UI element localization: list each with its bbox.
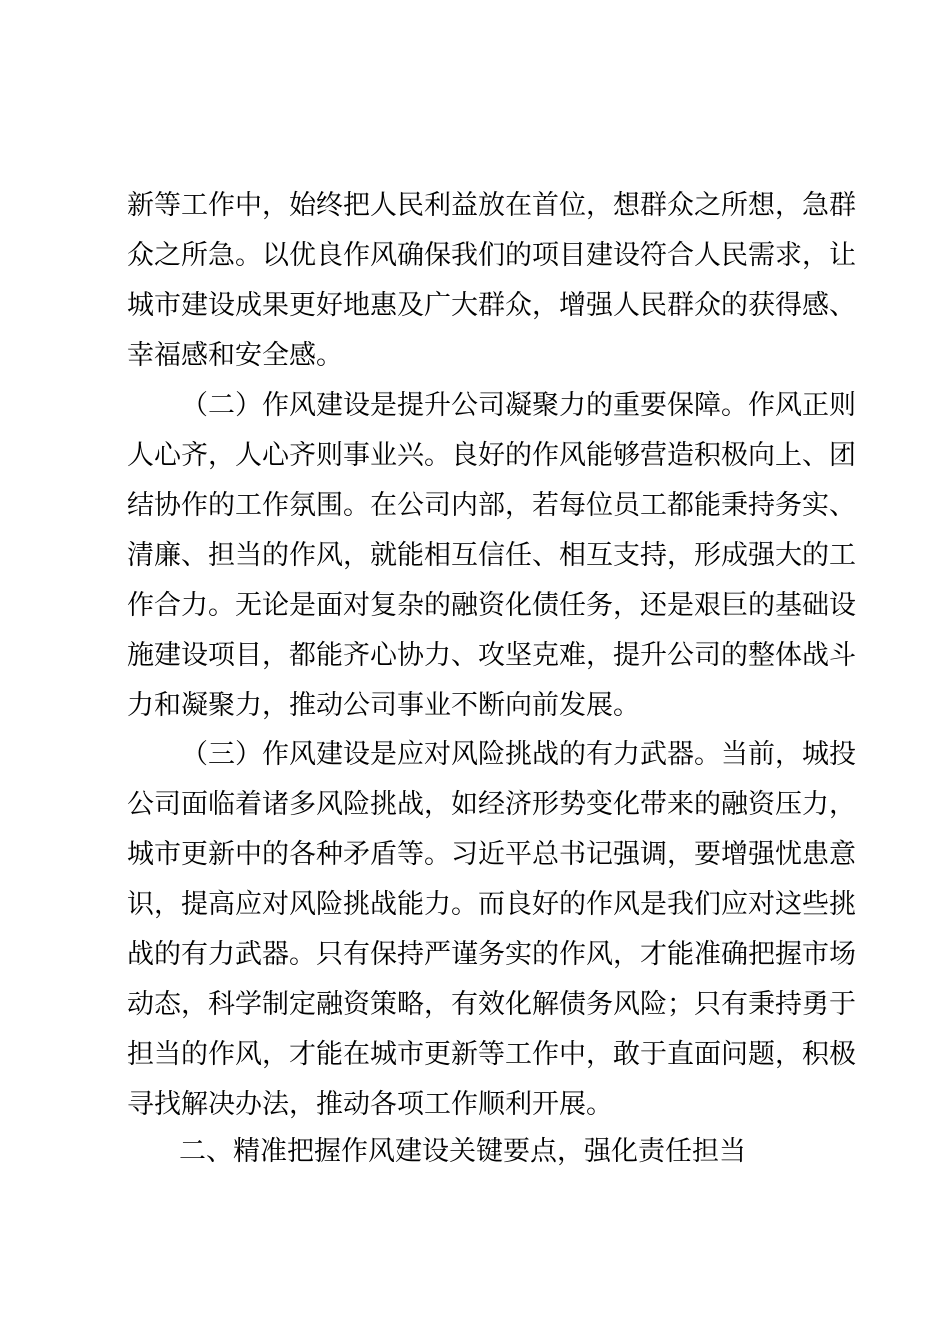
text-line: 城市建设成果更好地惠及广大群众，增强人民群众的获得感、 (127, 290, 856, 321)
text-line: （二）作风建设是提升公司凝聚力的重要保障。作风正则 (181, 390, 856, 421)
text-line: 人心齐，人心齐则事业兴。良好的作风能够营造积极向上、团 (127, 440, 856, 471)
text-line: 施建设项目，都能齐心协力、攻坚克难，提升公司的整体战斗 (127, 640, 856, 671)
paragraph-cohesion (127, 381, 856, 731)
text-line: 识，提高应对风险挑战能力。而良好的作风是我们应对这些挑 (127, 889, 856, 920)
section-heading: 二、精准把握作风建设关键要点，强化责任担当 (179, 1136, 746, 1167)
text-line: 城市更新中的各种矛盾等。习近平总书记强调，要增强忧患意 (127, 839, 856, 870)
text-line: 结协作的工作氛围。在公司内部，若每位员工都能秉持务实、 (127, 490, 856, 521)
text-line: 动态，科学制定融资策略，有效化解债务风险；只有秉持勇于 (127, 989, 856, 1020)
text-line: 寻找解决办法，推动各项工作顺利开展。 (127, 1089, 613, 1120)
paragraph-continuation (127, 181, 856, 381)
text-line: 众之所急。以优良作风确保我们的项目建设符合人民需求，让 (127, 240, 856, 271)
text-line: 担当的作风，才能在城市更新等工作中，敢于直面问题，积极 (127, 1039, 856, 1070)
text-line: 幸福感和安全感。 (127, 340, 343, 371)
text-line: （三）作风建设是应对风险挑战的有力武器。当前，城投 (181, 739, 856, 770)
text-line: 公司面临着诸多风险挑战，如经济形势变化带来的融资压力， (127, 789, 856, 820)
text-line: 新等工作中，始终把人民利益放在首位，想群众之所想，急群 (127, 190, 856, 221)
paragraph-risk (127, 730, 856, 1130)
text-line: 作合力。无论是面对复杂的融资化债任务，还是艰巨的基础设 (127, 590, 856, 621)
text-line: 力和凝聚力，推动公司事业不断向前发展。 (127, 690, 640, 721)
text-line: 清廉、担当的作风，就能相互信任、相互支持，形成强大的工 (127, 540, 856, 571)
text-line: 战的有力武器。只有保持严谨务实的作风，才能准确把握市场 (127, 939, 856, 970)
